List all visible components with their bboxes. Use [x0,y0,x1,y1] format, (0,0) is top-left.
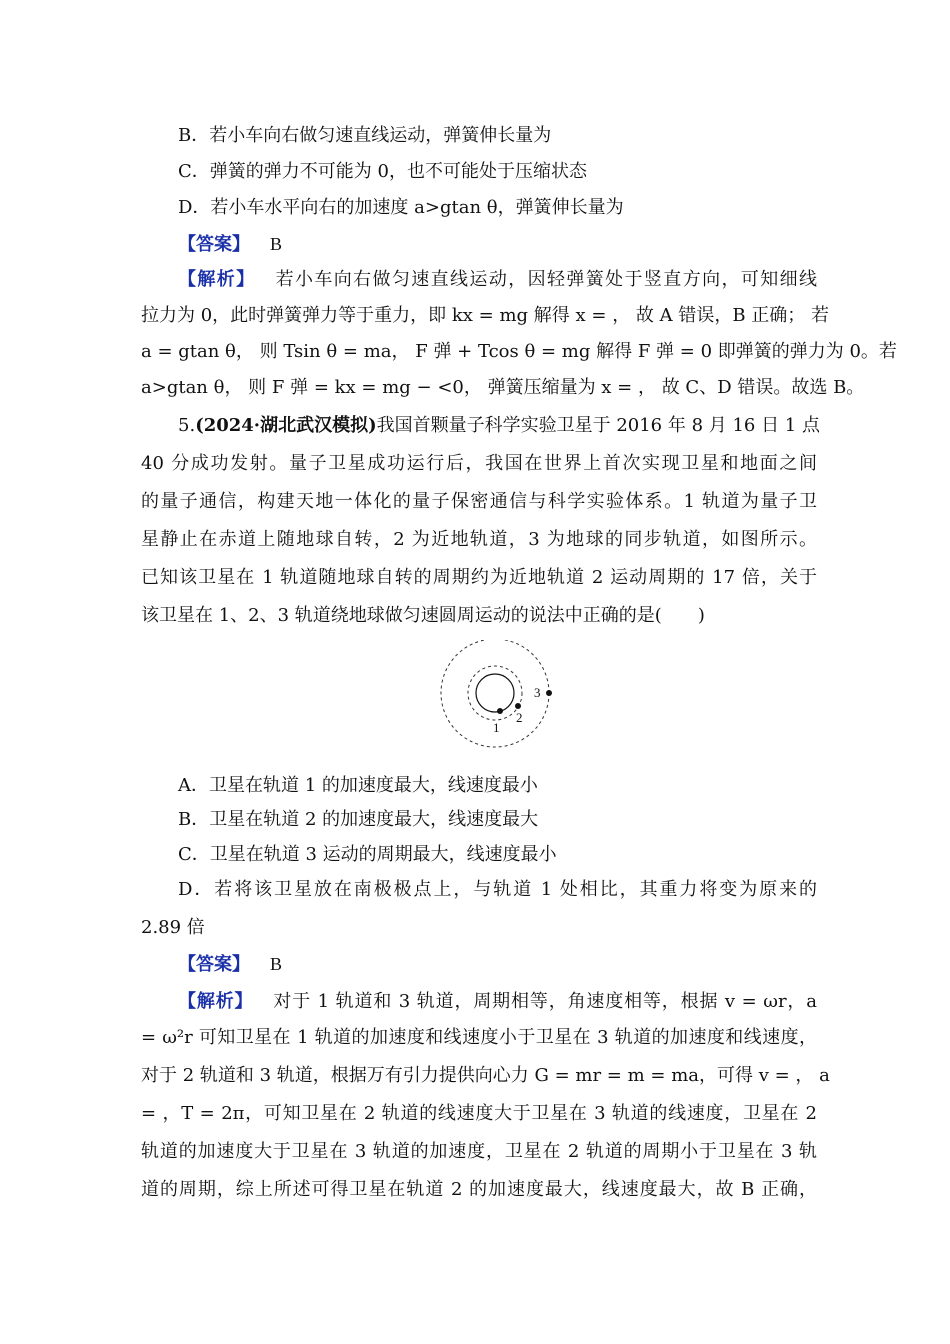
question-stem-line: 40 分成功发射。量子卫星成功运行后，我国在世界上首次实现卫星和地面之间 [141,453,817,474]
orbit-diagram [436,640,566,750]
analysis-line: 对于 1 轨道和 3 轨道，周期相等，角速度相等，根据 v = ωr，a [273,991,818,1012]
option-c: C．卫星在轨道 3 运动的周期最大，线速度最小 [178,844,557,865]
analysis-line: 道的周期，综上所述可得卫星在轨道 2 的加速度最大，线速度最大，故 B 正确， [141,1179,817,1200]
orbit-label-1: 1 [493,720,500,735]
analysis-line: = ，T = 2π，可知卫星在 2 轨道的线速度大于卫星在 3 轨道的线速度，卫星在 2 [141,1103,817,1124]
analysis-row-q4 [178,262,817,298]
question-stem-line: 已知该卫星在 1 轨道随地球自转的周期约为近地轨道 2 运动周期的 17 倍，关于 [141,567,817,588]
answer-value: B [270,954,283,974]
option-b-prev: B．若小车向右做匀速直线运动，弹簧伸长量为 [178,125,552,146]
answer-value: B [270,234,283,254]
question-stem-line: 的量子通信，构建天地一体化的量子保密通信与科学实验体系。1 轨道为量子卫 [141,491,817,512]
analysis-line: a = gtan θ， 则 Tsin θ = ma， F 弹 + Tcos θ = mg 解得 F 弹 = 0 即弹簧的弹力为 0。若 [141,341,897,362]
orbit-label-2: 2 [516,710,523,725]
analysis-row-q5 [178,984,817,1020]
question-5-first-line [178,408,820,444]
satellite-3 [546,690,552,696]
analysis-line: 拉力为 0，此时弹簧弹力等于重力，即 kx = mg 解得 x = ， 故 A 错误，B 正确； 若 [141,305,830,326]
analysis-tag: 【解析】 [178,269,256,290]
option-b: B．卫星在轨道 2 的加速度最大，线速度最大 [178,809,539,830]
answer-tag: 【答案】 [178,954,250,975]
option-c-prev: C．弹簧的弹力不可能为 0，也不可能处于压缩状态 [178,161,587,182]
analysis-line: 若小车向右做匀速直线运动，因轻弹簧处于竖直方向，可知细线 [275,269,818,290]
option-d: D．若将该卫星放在南极极点上，与轨道 1 处相比，其重力将变为原来的 [178,879,817,900]
analysis-line: = ω²r 可知卫星在 1 轨道的加速度和线速度小于卫星在 3 轨道的加速度和线速度， [141,1027,817,1048]
question-source: (2024·湖北武汉模拟) [195,415,377,436]
question-number: 5. [178,415,196,436]
satellite-2 [515,703,521,709]
earth [476,674,514,712]
question-stem-start: 我国首颗量子科学实验卫星于 2016 年 8 月 16 日 1 点 [376,415,820,436]
option-a: A．卫星在轨道 1 的加速度最大，线速度最小 [178,775,538,796]
analysis-line: a>gtan θ， 则 F 弹 = kx = mg − <0， 弹簧压缩量为 x = ， 故 C、D 错误。故选 B。 [141,377,865,398]
answer-row-q4 [178,226,817,262]
analysis-tag: 【解析】 [178,991,254,1012]
option-d-continued: 2.89 倍 [141,917,205,938]
answer-row-q5 [178,946,817,982]
satellite-1 [497,708,503,714]
answer-tag: 【答案】 [178,234,250,255]
option-d-prev: D．若小车水平向右的加速度 a>gtan θ，弹簧伸长量为 [178,197,624,218]
analysis-line: 对于 2 轨道和 3 轨道，根据万有引力提供向心力 G = mr = m = ma，可得 v = ， a [141,1065,830,1086]
question-stem-line: 该卫星在 1、2、3 轨道绕地球做匀速圆周运动的说法中正确的是( ) [141,605,705,626]
analysis-line: 轨道的加速度大于卫星在 3 轨道的加速度，卫星在 2 轨道的周期小于卫星在 3 轨 [141,1141,817,1162]
question-stem-line: 星静止在赤道上随地球自转，2 为近地轨道，3 为地球的同步轨道，如图所示。 [141,529,817,550]
orbit-label-3: 3 [534,685,541,700]
